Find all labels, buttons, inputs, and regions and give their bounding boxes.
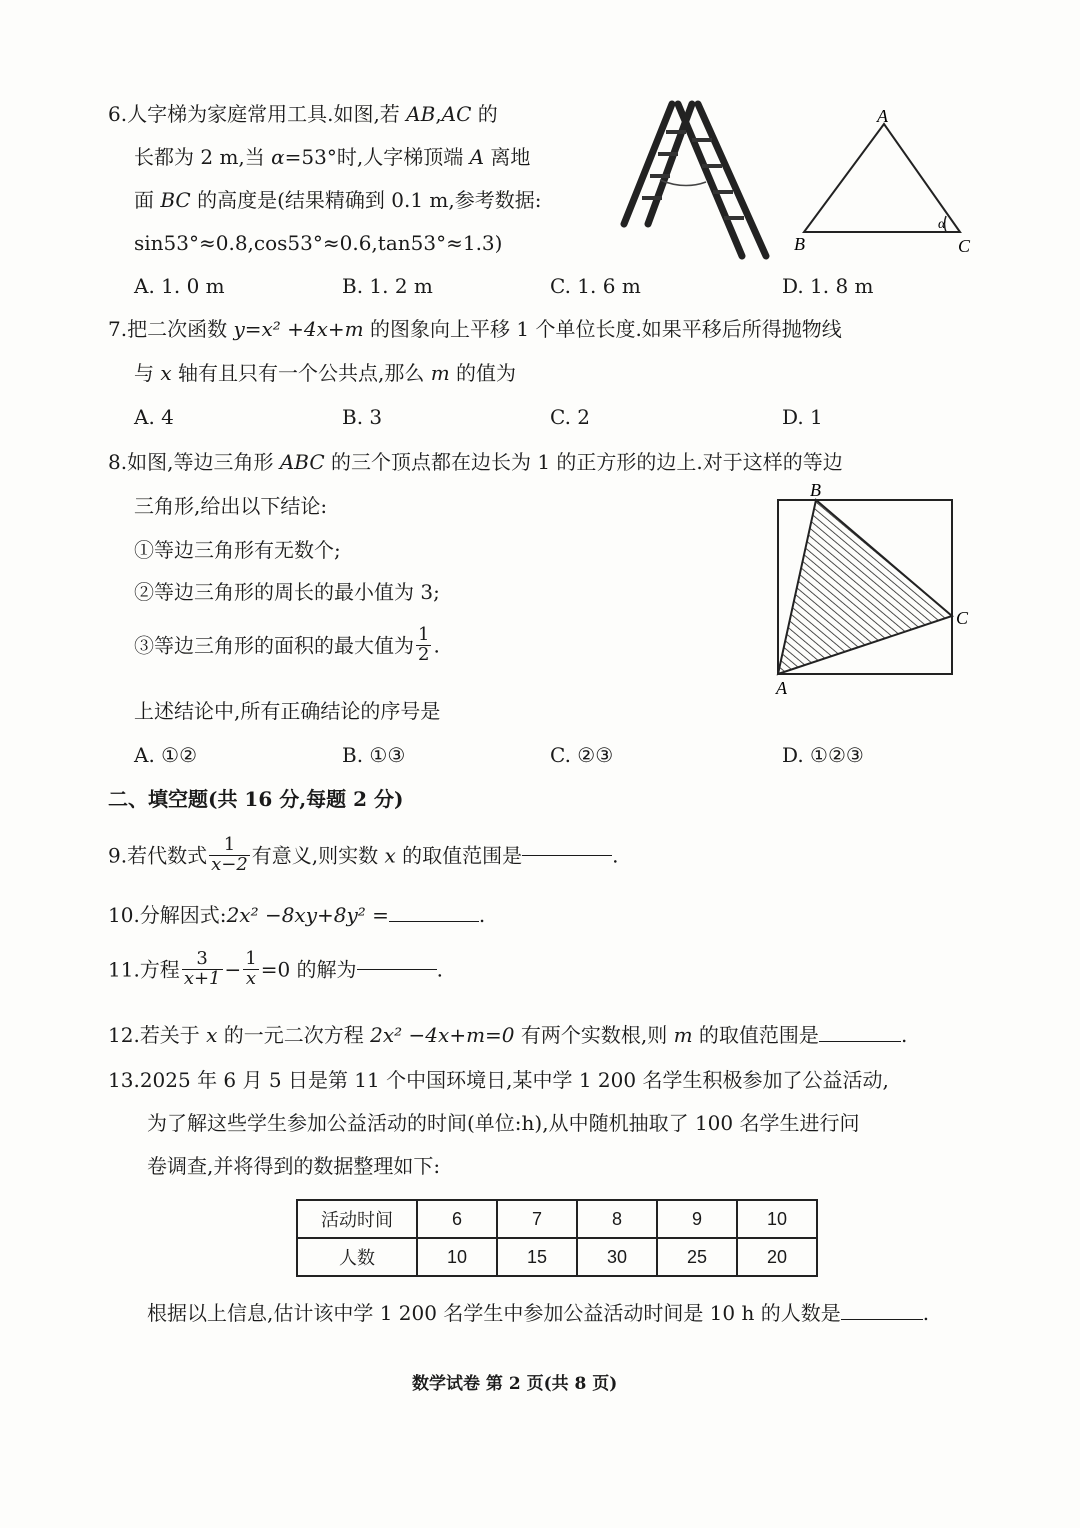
q13-answer-blank[interactable] <box>841 1319 923 1320</box>
square-label-b: B <box>810 480 821 500</box>
q9-answer-blank[interactable] <box>522 855 612 856</box>
q8-line6: 上述结论中,所有正确结论的序号是 <box>134 699 441 723</box>
q8-line2: 三角形,给出以下结论: <box>134 494 328 518</box>
q7-option-c: C. 2 <box>550 405 591 429</box>
triangle-label-alpha: α <box>938 217 946 232</box>
q6-option-d: D. 1. 8 m <box>782 274 874 298</box>
square-triangle-diagram <box>768 478 978 700</box>
table-row <box>297 1238 817 1276</box>
q13-line2: 为了解这些学生参加公益活动的时间(单位:h),从中随机抽取了 100 名学生进行问 <box>147 1111 860 1135</box>
q8-option-b: B. ①③ <box>342 743 406 767</box>
q12: 12.若关于 x 的一元二次方程 2x² −4x+m=0 有两个实数根,则 m 的取值范围是 . <box>108 1023 908 1047</box>
page-footer: 数学试卷 第 2 页(共 8 页) <box>412 1374 618 1394</box>
table-cell: 9 <box>657 1200 737 1238</box>
q6-line1: 6.人字梯为家庭常用工具.如图,若 AB,AC 的 <box>108 102 498 126</box>
q8-option-a: A. ①② <box>134 743 198 767</box>
q8-option-c: C. ②③ <box>550 743 614 767</box>
q11: 11.方程 $\frac{3}{x+1}$ − $\frac{1}{x}$ =0 的解为 . <box>108 948 443 989</box>
table-header-cell: 活动时间 <box>297 1200 417 1238</box>
triangle-label-b: B <box>794 234 805 254</box>
q13-line4: 根据以上信息,估计该中学 1 200 名学生中参加公益活动时间是 10 h 的人数是 . <box>147 1301 930 1325</box>
q6-line4: sin53°≈0.8,cos53°≈0.6,tan53°≈1.3) <box>134 231 503 255</box>
table-cell: 8 <box>577 1200 657 1238</box>
table-cell: 7 <box>497 1200 577 1238</box>
q10: 10.分解因式:2x² −8xy+8y² = . <box>108 903 486 927</box>
table-cell: 25 <box>657 1238 737 1276</box>
triangle-label-a: A <box>877 106 888 126</box>
q6-option-c: C. 1. 6 m <box>550 274 641 298</box>
q6-line2: 长都为 2 m,当 α=53°时,人字梯顶端 A 离地 <box>134 145 531 169</box>
q8-option-d: D. ①②③ <box>782 743 864 767</box>
section-2-title: 二、填空题(共 16 分,每题 2 分) <box>108 787 404 811</box>
q7-line2: 与 x 轴有且只有一个公共点,那么 m 的值为 <box>134 361 517 385</box>
q10-answer-blank[interactable] <box>389 921 479 922</box>
q8-conclusion-1: ①等边三角形有无数个; <box>134 538 341 562</box>
q13-line3: 卷调查,并将得到的数据整理如下: <box>147 1154 441 1178</box>
table-cell: 30 <box>577 1238 657 1276</box>
q7-option-b: B. 3 <box>342 405 383 429</box>
table-cell: 10 <box>737 1200 817 1238</box>
q8-conclusion-2: ②等边三角形的周长的最小值为 3; <box>134 580 440 604</box>
q8-conclusion-3: ③等边三角形的面积的最大值为 $\frac{1}{2}$ . <box>134 624 440 665</box>
table-cell: 6 <box>417 1200 497 1238</box>
q9: 9.若代数式 $\frac{1}{x-2}$ 有意义,则实数 x 的取值范围是 . <box>108 834 619 875</box>
q13-line1: 13.2025 年 6 月 5 日是第 11 个中国环境日,某中学 1 200 名学生积极参加了公益活动, <box>108 1068 889 1092</box>
triangle-label-c: C <box>958 236 971 256</box>
table-cell: 15 <box>497 1238 577 1276</box>
q7-line1: 7.把二次函数 y=x² +4x+m 的图象向上平移 1 个单位长度.如果平移后所得抛物线 <box>108 317 842 341</box>
table-cell: 20 <box>737 1238 817 1276</box>
q6-option-b: B. 1. 2 m <box>342 274 433 298</box>
table-cell: 10 <box>417 1238 497 1276</box>
square-label-c: C <box>956 608 969 628</box>
square-label-a: A <box>776 678 787 698</box>
triangle-diagram <box>788 106 978 256</box>
q6-option-a: A. 1. 0 m <box>134 274 225 298</box>
activity-time-table <box>296 1199 818 1277</box>
table-header-cell: 人数 <box>297 1238 417 1276</box>
q12-answer-blank[interactable] <box>819 1041 901 1042</box>
q7-option-d: D. 1 <box>782 405 823 429</box>
q7-option-a: A. 4 <box>134 405 174 429</box>
ladder-illustration <box>614 96 774 268</box>
q11-answer-blank[interactable] <box>357 969 437 970</box>
q6-line3: 面 BC 的高度是(结果精确到 0.1 m,参考数据: <box>134 188 542 212</box>
table-row <box>297 1200 817 1238</box>
q8-line1: 8.如图,等边三角形 ABC 的三个顶点都在边长为 1 的正方形的边上.对于这样的等边 <box>108 450 843 474</box>
